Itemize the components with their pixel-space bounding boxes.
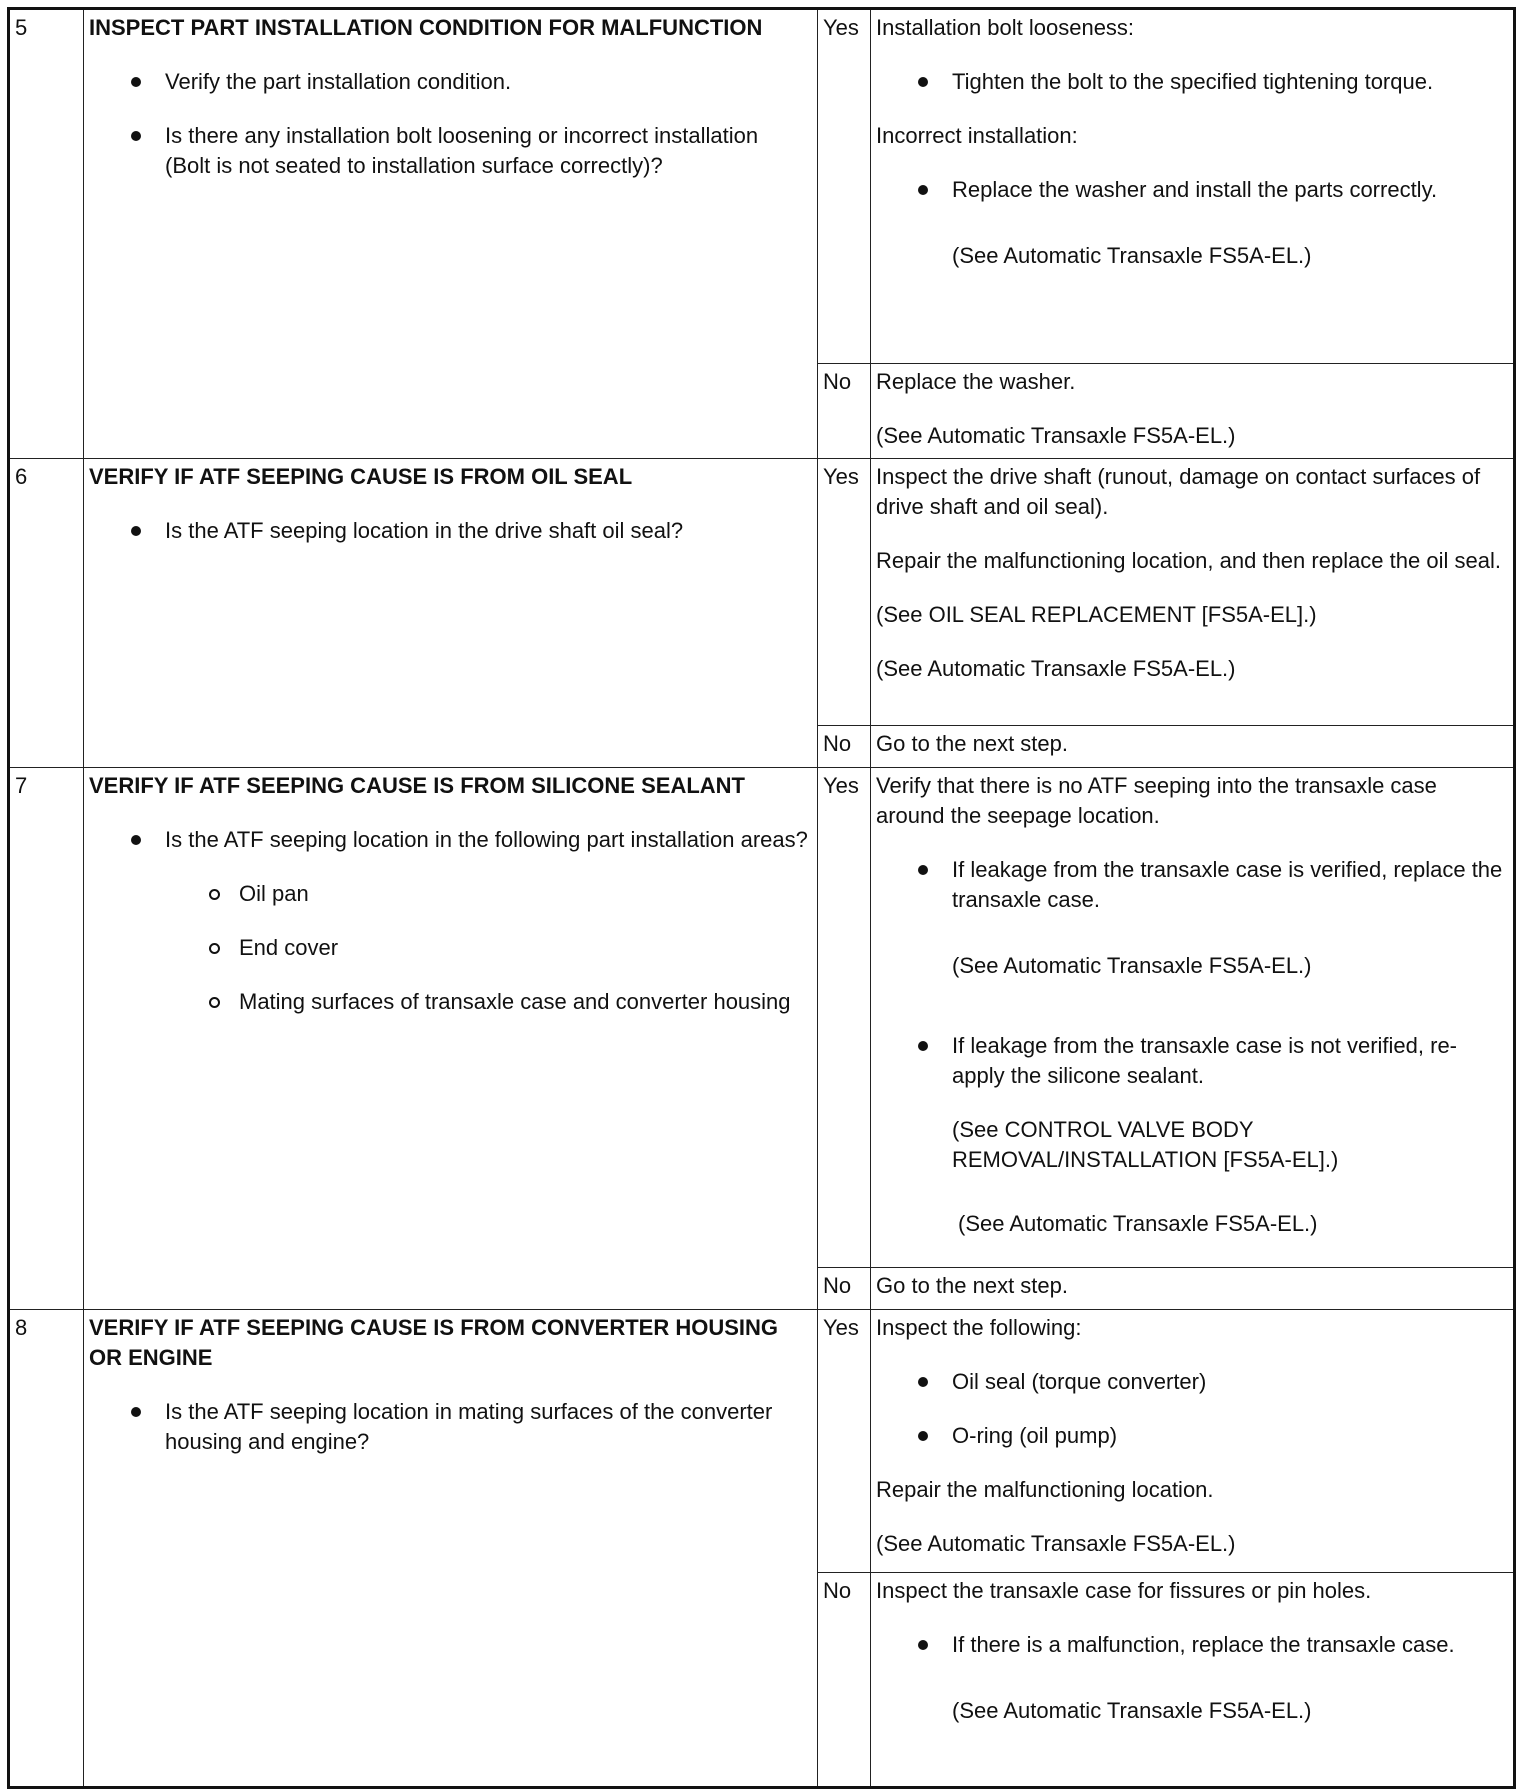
action-text: Go to the next step. <box>876 1273 1069 1298</box>
answer-yes: Yes <box>818 9 871 364</box>
action-text: Inspect the following: <box>876 1315 1082 1340</box>
bullet-item: Oil seal (torque converter) <box>952 1367 1503 1397</box>
action-text: Inspect the transaxle case for fissures or pin holes. <box>876 1578 1372 1603</box>
action-yes <box>871 459 1515 726</box>
reference-link: (See CONTROL VALVE BODY REMOVAL/INSTALLATION [FS5A-EL].) <box>952 1117 1339 1172</box>
sub-item: End cover <box>239 933 809 963</box>
step-title: VERIFY IF ATF SEEPING CAUSE IS FROM CONVERTER HOUSING OR ENGINE <box>89 1315 778 1370</box>
action-yes <box>871 9 1515 364</box>
answer-no: No <box>818 1268 871 1310</box>
sub-item: Mating surfaces of transaxle case and converter housing <box>239 987 809 1017</box>
step-number: 7 <box>9 768 84 1310</box>
step-number: 8 <box>9 1310 84 1788</box>
bullet-item: If there is a malfunction, replace the transaxle case. <box>952 1630 1503 1660</box>
answer-no: No <box>818 364 871 459</box>
reference-link: (See OIL SEAL REPLACEMENT [FS5A-EL].) <box>876 602 1317 627</box>
reference-link: (See Automatic Transaxle FS5A-EL.) <box>952 953 1312 978</box>
bullet-item: Replace the washer and install the parts correctly. <box>952 175 1503 205</box>
reference-link: (See Automatic Transaxle FS5A-EL.) <box>952 243 1312 268</box>
bullet-item: Is there any installation bolt loosening or incorrect installation (Bolt is not seated to installation surface correctly)? <box>165 121 809 181</box>
reference-link: (See Automatic Transaxle FS5A-EL.) <box>876 656 1236 681</box>
action-yes <box>871 1310 1515 1573</box>
reference-link: (See Automatic Transaxle FS5A-EL.) <box>876 1531 1236 1556</box>
table-row <box>9 459 1515 726</box>
table-row <box>9 768 1515 1268</box>
action-text: Repair the malfunctioning location. <box>876 1477 1214 1502</box>
step-title: INSPECT PART INSTALLATION CONDITION FOR MALFUNCTION <box>89 15 763 40</box>
step-number: 6 <box>9 459 84 768</box>
bullet-item: Tighten the bolt to the specified tightening torque. <box>952 67 1503 97</box>
bullet-item: Is the ATF seeping location in mating surfaces of the converter housing and engine? <box>165 1397 809 1457</box>
step-number: 5 <box>9 9 84 459</box>
bullet-item: Verify the part installation condition. <box>165 67 809 97</box>
bullet-item: Is the ATF seeping location in the following part installation areas? <box>165 825 809 855</box>
answer-yes: Yes <box>818 459 871 726</box>
action-no <box>871 1573 1515 1788</box>
step-question <box>84 768 818 1310</box>
troubleshooting-table <box>7 7 1516 1789</box>
sub-item: Oil pan <box>239 879 809 909</box>
action-no <box>871 726 1515 768</box>
action-no <box>871 364 1515 459</box>
step-title: VERIFY IF ATF SEEPING CAUSE IS FROM SILICONE SEALANT <box>89 773 745 798</box>
answer-no: No <box>818 726 871 768</box>
action-text: Verify that there is no ATF seeping into the transaxle case around the seepage location. <box>876 773 1437 828</box>
bullet-item: Is the ATF seeping location in the drive shaft oil seal? <box>165 516 809 546</box>
table-row <box>9 1310 1515 1573</box>
action-text: Go to the next step. <box>876 731 1069 756</box>
step-question <box>84 1310 818 1788</box>
reference-link: (See Automatic Transaxle FS5A-EL.) <box>958 1211 1318 1236</box>
bullet-item: If leakage from the transaxle case is not verified, re-apply the silicone sealant. <box>952 1031 1503 1091</box>
action-yes <box>871 768 1515 1268</box>
action-text: Replace the washer. <box>876 369 1076 394</box>
answer-yes: Yes <box>818 1310 871 1573</box>
answer-yes: Yes <box>818 768 871 1268</box>
step-question <box>84 9 818 459</box>
bullet-item: O-ring (oil pump) <box>952 1421 1503 1451</box>
step-title: VERIFY IF ATF SEEPING CAUSE IS FROM OIL SEAL <box>89 464 633 489</box>
table-row <box>9 9 1515 364</box>
action-text: Installation bolt looseness: <box>876 15 1135 40</box>
bullet-item: If leakage from the transaxle case is verified, replace the transaxle case. <box>952 855 1503 915</box>
answer-no: No <box>818 1573 871 1788</box>
action-text: Inspect the drive shaft (runout, damage on contact surfaces of drive shaft and oil seal). <box>876 464 1481 519</box>
action-text: Repair the malfunctioning location, and then replace the oil seal. <box>876 548 1501 573</box>
action-no <box>871 1268 1515 1310</box>
reference-link: (See Automatic Transaxle FS5A-EL.) <box>876 423 1236 448</box>
action-text: Incorrect installation: <box>876 123 1078 148</box>
step-question <box>84 459 818 768</box>
reference-link: (See Automatic Transaxle FS5A-EL.) <box>952 1698 1312 1723</box>
